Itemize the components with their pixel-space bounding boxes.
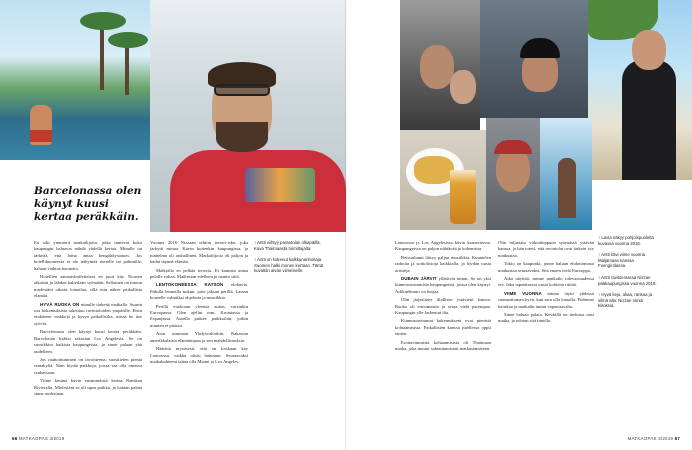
lead-in: HYVÄ RUOKA ON (40, 301, 80, 307)
paragraph: Matkoilla en pelkää terroria. Ei kannata antaa pelolle valtaa. Matkustan edelleen ja nautin siitä. (150, 267, 248, 280)
body-column-1 (34, 240, 142, 425)
photo-caption: ↑ Hyvä keju, aluta, rankaa ja silmä alla: Nizzan nimiä kiitoksia. (598, 292, 652, 309)
paragraph: Häärittä mystisesti, että en koskaan käy Lontoossa, vaikka olisin halunnut. Seuraavaksi matkakohteeni taitaa olla Miami ja Los Angeles. (150, 346, 248, 364)
paragraph: Sinne haluan palata. Keväällä on tiedossa uusi matka, ja odotan sitä innolla. (498, 312, 594, 324)
photo-caption: ↑ Antti on kokenut kalkkunanhoitaja. Suomen halki monen kertaan. Tämä kuvattiin aivan viimeiselle. (254, 257, 324, 274)
group-selfie-photo (400, 0, 480, 130)
red-cap-selfie-photo (486, 118, 540, 230)
paragraph: Barcelonassa olen käynyt kuusi kertaa peräkkäin. Barcelonan lisäksi rakastan Los Angelesia. Se on suosikkini kaikista kaupungeista, ja sinne palaan yhä uudelleen. (34, 329, 142, 354)
lead-in: LENTOKONEESSA KATSON (156, 282, 224, 288)
paragraph: Hotellien aamiaisbuffetteissa en juuri käy. Nousen aikaisin ja lähden kahvilaan syömään. Sellainen on minun mielestäni oikeaa lomailua, sillä niin näkee paikallista elämää. (34, 274, 142, 299)
photo-caption: ↑ Lavia näkyy pohjoispuolelta kuvassa vuonna 2016. (598, 235, 654, 246)
page-footer-left (12, 436, 64, 441)
publication-issue: MATKAOPAS 3/2019 (627, 436, 674, 441)
paragraph: Perillä vuokraan yleensä auton, varsinkin Euroopassa. Olen ajellut mm. Kroatiassa ja Espanjassa. Autolla pääsee paikkoihin, joihin muuten ei pääsisi. (150, 303, 248, 328)
paragraph: Lontoossa ja Los Angelesissa kävin konserteissa. Kaupungeissa on paljon nähtävää ja kokemista. (395, 240, 491, 252)
page-footer-right (628, 436, 680, 441)
paragraph: DUBAIN JÄRVIT yllättivät minut. Se on yksi kiinnostavimmista kaupungeista, joissa olen käynyt. Arkkitehtuuri on hurjaa. (395, 276, 491, 294)
pool-photo (0, 0, 150, 160)
paragraph: Erottavimmista kohtaamisista oli Thaimaan matka, joka muutti suhtautumiseni matkustamiseen. (395, 339, 491, 352)
photo-captions-left (254, 240, 324, 280)
paragraph: Olin järjestänyt illallisen ystävieni kanssa. Ruoka oli erinomaista ja seura vielä parempaa. Kaupungin ylle laskeutui ilta. (395, 297, 491, 316)
paragraph: HYVÄ RUOKA ON minulle tärkeää matkalla. Suurin osa kokemuksista rakentuu ravintoloiden ympärille. Etsin etukäteen vinkkejä ja kysyn paikallisilta, missä he itse syövät. (34, 301, 142, 326)
lead-in: VIIME VUONNA (504, 290, 542, 296)
photo-caption: ↑ Antti kävi viime vuonna Maljamaan kanssa Fuengirolassa. (598, 252, 646, 269)
cap-man-photo (480, 0, 588, 118)
page-number: 66 (12, 436, 18, 441)
paragraph: Vuonna 2016 Nizzaan tehtiin terrori-isku, joka järkytti minua. Kävin kuitenkin kaupungissa, ja tunnelma oli rauhallinen. Matkailijoita oli paljon ja kadut täynnä elämää. (150, 240, 248, 265)
paragraph: Aion asumaan Yhdysvaltoihin. Rakastan amerikkalaista elämäntapaa ja sen mahdollisuuksia. (150, 331, 248, 343)
page-number: 67 (674, 436, 680, 441)
paragraph: LENTOKONEESSA KATSON elokuvia. Pitkillä lennoilla nukun, jotta jaksan perillä. Lataan koneelle valmiiksi ohjelmia ja musiikkia. (150, 282, 248, 301)
photo-caption: ↑ Antti ravitsemassa Nizzan pääkaupungissa vuonna 2018. (598, 274, 657, 286)
publication-issue: MATKAOPAS 3/2019 (18, 436, 65, 441)
photo-captions-right (598, 235, 658, 315)
palm-coat-photo (588, 0, 692, 180)
portrait-photo (150, 0, 346, 232)
paragraph: En silti ymmärrä matkailijoita, jotka tuntevat koko kaupungin haluavat nähdä yhdellä kertaa. Minulle on tärkeää, että loma antaa hengähdystauon. Jos hotellihuoneesta ei ole näkymää merelle tai palmuille, haluan vaihtaa huonetta. (34, 240, 142, 271)
headline: Barcelonassa olen käynyt kuusi kertaa peräkkäin. (34, 185, 142, 223)
paragraph: Jos rauhoittuminen on tavoitteena, suosittelen pieniä rantakyliä. Näin löytää paikkoja, joissa saa olla omassa rauhassaan. (34, 356, 142, 375)
photo-caption: ↑ Antti viihtyy parantolan olkapäillä. Kuva Thaimaasta toimittajalta. (254, 240, 321, 251)
paragraph: Reissailuuni liittyy paljon musiikkia. Kuuntelen radioita ja soittolistoja kaikkialla, ja löydän uusia artisteja. (395, 254, 491, 273)
body-column-2 (150, 240, 248, 425)
paragraph: Aika näyttää, minne matkailu tulevaisuudessa vie. Joka tapauksessa uusia kohteita riittää. (498, 276, 594, 288)
body-column-3 (395, 240, 491, 425)
lead-in: DUBAIN JÄRVIT (401, 276, 437, 282)
paragraph: VIIME VUONNA minua täytti yhdessä suunnattoman hyvä, kun sain olla lomalla. Pidimme hauskaa ja matkailu tuntui vapauttavalta. (498, 290, 594, 309)
seaside-photo (540, 118, 592, 230)
body-column-4 (498, 240, 594, 425)
paragraph: Tokio on kaupunki, jonne haluan ehdottomasti matkustaa seuraavaksi. Sitä ennen vielä Eurooppa. (498, 261, 594, 273)
page-gutter (345, 0, 347, 450)
food-beer-photo (400, 130, 486, 230)
paragraph: Kiinnostavimmat kokemukseni ovat pienistä kohtaamisista. Paikallisten kanssa jutellessa oppii eniten. (395, 318, 491, 337)
paragraph: Viime kesänä kävin ensimmäistä kertaa Ranskan Rivieralla. Mielestäni se oli upea paikka, ja haluan palata sinne uudestaan. (34, 378, 142, 396)
paragraph: Olin hiljattain viikonloppuna syömässä ystävän kanssa, ja hän totesi, että ravintolat ovat tärkein syy matkustaa. (498, 240, 594, 258)
